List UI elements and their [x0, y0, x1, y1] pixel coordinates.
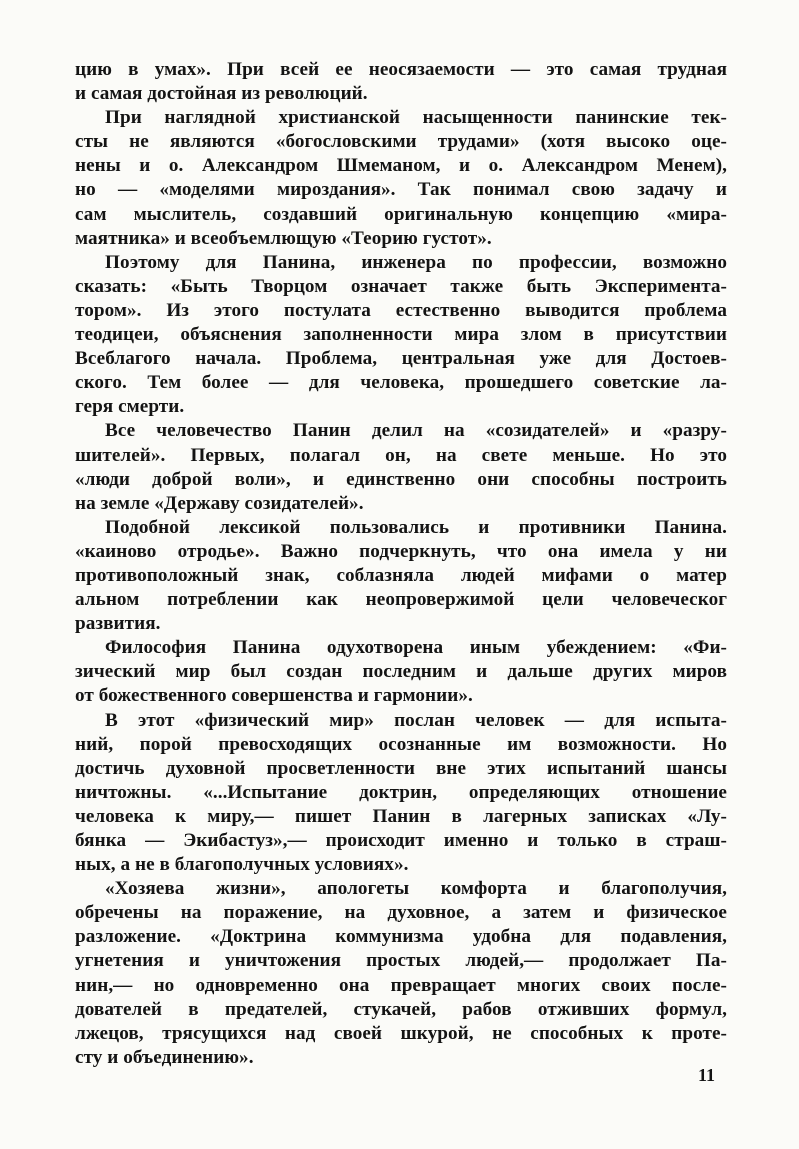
paragraph: [75, 709, 727, 878]
text-line: альном потреблении как неопровержимой цели человеческог: [75, 589, 727, 611]
text-line: Всеблагого начала. Проблема, центральная уже для Достоев-: [75, 348, 727, 370]
text-line: теодицеи, объяснения заполненности мира злом в присутствии: [75, 324, 727, 346]
text-line: сам мыслитель, создавший оригинальную концепцию «мира-: [75, 203, 727, 225]
text-line: дователей в предателей, стукачей, рабов отживших формул,: [75, 998, 727, 1020]
text-line: «люди доброй воли», и единственно они способны построить: [75, 468, 727, 490]
text-line: ний, порой превосходящих осознанные им возможности. Но: [75, 733, 727, 755]
text-line: нены и о. Александром Шмеманом, и о. Александром Менем),: [75, 155, 727, 177]
text-line: тором». Из этого постулата естественно выводится проблема: [75, 299, 727, 321]
text-line: маятника» и всеобъемлющую «Теорию густот».: [75, 227, 492, 249]
text-line: В этот «физический мир» послан человек — для испыта-: [105, 709, 727, 731]
text-line: Все человечество Панин делил на «созидателей» и «разру-: [105, 420, 727, 442]
paragraph: [75, 636, 727, 708]
body-text: [75, 58, 727, 1070]
text-line: цию в умах». При всей ее неосязаемости — это самая трудная: [75, 59, 727, 80]
text-line: нин,— но одновременно она превращает многих своих после-: [75, 974, 727, 996]
text-line: разложение. «Доктрина коммунизма удобна для подавления,: [75, 926, 727, 948]
text-line: Подобной лексикой пользовались и противники Панина.: [105, 516, 727, 538]
text-line: ничтожны. «...Испытание доктрин, определяющих отношение: [75, 781, 727, 803]
text-line: Философия Панина одухотворена иным убеждением: «Фи-: [105, 637, 727, 659]
text-line: достичь духовной просветленности вне этих испытаний шансы: [75, 757, 727, 779]
paragraph: [75, 251, 727, 420]
text-line: При наглядной христианской насыщенности панинские тек-: [105, 107, 727, 129]
text-line: угнетения и уничтожения простых людей,— продолжает Па-: [75, 950, 727, 972]
text-line: Поэтому для Панина, инженера по профессии, возможно: [105, 251, 727, 273]
text-line: на земле «Державу созидателей».: [75, 492, 364, 514]
text-line: зический мир был создан последним и дальше других миров: [75, 661, 727, 683]
text-line: сты не являются «богословскими трудами» (хотя высоко оце-: [75, 131, 727, 153]
text-line: геря смерти.: [75, 396, 185, 418]
text-line: ского. Тем более — для человека, прошедшего советские ла-: [75, 372, 727, 394]
text-line: сказать: «Быть Творцом означает также быть Эксперимента-: [75, 275, 727, 297]
paragraph: [75, 106, 727, 251]
paragraph: [75, 516, 727, 636]
text-line: лжецов, трясущихся над своей шкурой, не способных к проте-: [75, 1022, 727, 1044]
text-line: сту и объединению».: [75, 1046, 254, 1068]
text-line: «Хозяева жизни», апологеты комфорта и благополучия,: [105, 878, 727, 900]
page-number: 11: [698, 1065, 716, 1085]
text-line: «каиново отродье». Важно подчеркнуть, что она имела у ни: [75, 540, 727, 562]
text-line: противоположный знак, соблазняла людей мифами о матер: [75, 564, 727, 586]
text-line: от божественного совершенства и гармонии».: [75, 685, 473, 707]
text-line: человека к миру,— пишет Панин в лагерных записках «Лу-: [75, 805, 727, 827]
text-line: но — «моделями мироздания». Так понимал свою задачу и: [75, 179, 727, 201]
text-line: ных, а не в благополучных условиях».: [75, 854, 409, 876]
text-line: обречены на поражение, на духовное, а затем и физическое: [75, 902, 727, 924]
paragraph: [75, 419, 727, 515]
paragraph: [75, 58, 727, 106]
text-line: и самая достойная из революций.: [75, 83, 368, 105]
text-line: бянка — Экибастуз»,— происходит именно и только в страш-: [75, 830, 727, 851]
text-line: шителей». Первых, полагал он, на свете меньше. Но это: [75, 444, 727, 466]
paragraph: [75, 877, 727, 1070]
text-line: развития.: [75, 613, 161, 635]
